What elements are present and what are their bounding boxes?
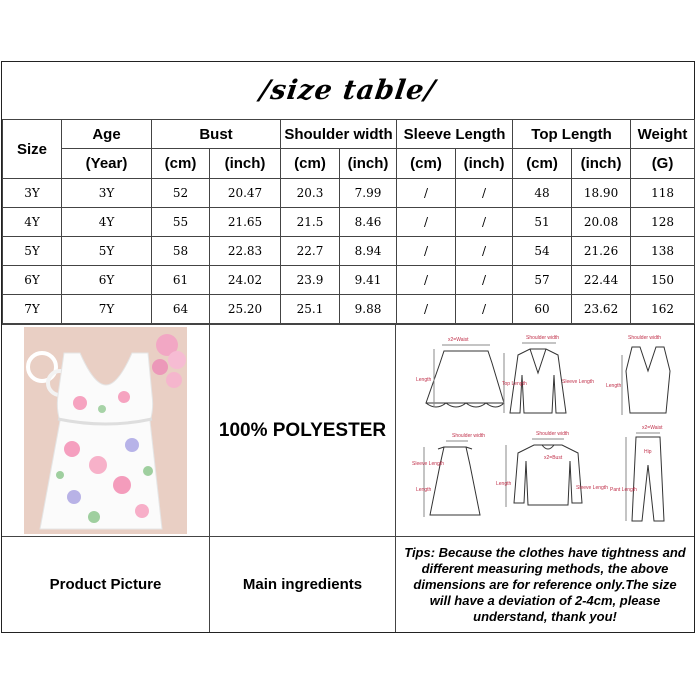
unit-g: (G) bbox=[631, 149, 695, 179]
measurement-diagrams bbox=[396, 324, 694, 536]
size-table bbox=[2, 119, 695, 324]
table-cell: / bbox=[456, 208, 513, 237]
diagram-length-label: Length bbox=[416, 377, 432, 383]
tips-text: Tips: Because the clothes have tightness and different measuring methods, the above dimensions are for reference only.The size will have a deviation of 2-4cm, please understand, thank you! bbox=[404, 544, 686, 624]
table-cell: 5Y bbox=[3, 237, 62, 266]
table-cell: / bbox=[397, 179, 456, 208]
table-cell: 20.47 bbox=[210, 179, 281, 208]
unit-inch: (inch) bbox=[572, 149, 631, 179]
table-cell: 3Y bbox=[3, 179, 62, 208]
table-cell: 55 bbox=[152, 208, 210, 237]
table-cell: 23.9 bbox=[281, 266, 340, 295]
diagram-sleeve-length-label-3: Sleeve Length bbox=[576, 485, 608, 491]
table-cell: 54 bbox=[513, 237, 572, 266]
age-header: Age bbox=[62, 120, 152, 149]
unit-cm: (cm) bbox=[281, 149, 340, 179]
table-cell: 9.88 bbox=[340, 295, 397, 324]
diagram-waist-label-2: x2=Waist bbox=[642, 425, 663, 431]
header-row-1 bbox=[3, 120, 695, 149]
unit-cm: (cm) bbox=[513, 149, 572, 179]
table-cell: / bbox=[397, 208, 456, 237]
table-cell: 58 bbox=[152, 237, 210, 266]
table-cell: 8.94 bbox=[340, 237, 397, 266]
table-row bbox=[3, 208, 695, 237]
table-cell: 18.90 bbox=[572, 179, 631, 208]
table-cell: 7Y bbox=[62, 295, 152, 324]
table-cell: 52 bbox=[152, 179, 210, 208]
table-cell: 25.1 bbox=[281, 295, 340, 324]
table-cell: 21.26 bbox=[572, 237, 631, 266]
table-cell: 150 bbox=[631, 266, 695, 295]
diagram-pant-length-label: Pant Length bbox=[610, 487, 637, 493]
table-cell: 57 bbox=[513, 266, 572, 295]
diagram-sleeve-length-label: Sleeve Length bbox=[562, 379, 594, 385]
diagram-waist-label: x2=Waist bbox=[448, 337, 469, 343]
header-row-2 bbox=[3, 149, 695, 179]
table-cell: 118 bbox=[631, 179, 695, 208]
table-row bbox=[3, 237, 695, 266]
table-cell: 9.41 bbox=[340, 266, 397, 295]
product-picture-panel bbox=[2, 324, 210, 536]
material-panel bbox=[210, 324, 396, 536]
table-cell: / bbox=[456, 266, 513, 295]
tips-cell bbox=[396, 536, 694, 632]
diagram-shoulder-label-4: Shoulder width bbox=[536, 431, 570, 437]
main-ingredients-label: Main ingredients bbox=[242, 576, 363, 593]
table-cell: 20.08 bbox=[572, 208, 631, 237]
table-cell: / bbox=[397, 266, 456, 295]
diagram-top-length-label: Top Length bbox=[502, 381, 527, 387]
table-cell: 5Y bbox=[62, 237, 152, 266]
table-cell: / bbox=[456, 237, 513, 266]
table-cell: 6Y bbox=[62, 266, 152, 295]
table-cell: 4Y bbox=[62, 208, 152, 237]
table-cell: 21.65 bbox=[210, 208, 281, 237]
bottom-section bbox=[2, 324, 694, 632]
table-cell: / bbox=[456, 295, 513, 324]
unit-cm: (cm) bbox=[152, 149, 210, 179]
table-cell: / bbox=[397, 237, 456, 266]
measurement-guide-illustration bbox=[396, 325, 694, 536]
table-cell: 22.83 bbox=[210, 237, 281, 266]
table-cell: 8.46 bbox=[340, 208, 397, 237]
table-cell: 60 bbox=[513, 295, 572, 324]
shoulder-header: Shoulder width bbox=[281, 120, 397, 149]
diagram-bust-label: x2=Bust bbox=[544, 455, 563, 461]
product-photo bbox=[2, 325, 209, 536]
table-cell: 48 bbox=[513, 179, 572, 208]
table-cell: 6Y bbox=[3, 266, 62, 295]
page-title: /size table/ bbox=[258, 75, 438, 106]
table-cell: 128 bbox=[631, 208, 695, 237]
age-unit: (Year) bbox=[62, 149, 152, 179]
size-sheet bbox=[1, 61, 695, 633]
table-cell: / bbox=[397, 295, 456, 324]
table-cell: 7Y bbox=[3, 295, 62, 324]
table-cell: 22.44 bbox=[572, 266, 631, 295]
table-cell: / bbox=[456, 179, 513, 208]
table-row bbox=[3, 179, 695, 208]
unit-cm: (cm) bbox=[397, 149, 456, 179]
diagram-shoulder-label-3: Shoulder width bbox=[452, 433, 486, 439]
diagram-sleeve-length-label-2: Sleeve Length bbox=[412, 461, 444, 467]
unit-inch: (inch) bbox=[456, 149, 513, 179]
table-cell: 61 bbox=[152, 266, 210, 295]
size-header: Size bbox=[3, 120, 62, 179]
diagram-shoulder-label-2: Shoulder width bbox=[628, 335, 662, 341]
table-cell: 24.02 bbox=[210, 266, 281, 295]
title-row bbox=[2, 62, 694, 120]
product-picture-label: Product Picture bbox=[49, 576, 162, 593]
main-ingredients-label-cell bbox=[210, 536, 396, 632]
table-cell: 22.7 bbox=[281, 237, 340, 266]
diagram-length-label-4: Length bbox=[496, 481, 512, 487]
table-cell: 25.20 bbox=[210, 295, 281, 324]
table-cell: 21.5 bbox=[281, 208, 340, 237]
table-cell: 23.62 bbox=[572, 295, 631, 324]
table-cell: 64 bbox=[152, 295, 210, 324]
diagram-length-label-2: Length bbox=[606, 383, 622, 389]
material-text: 100% POLYESTER bbox=[218, 419, 387, 441]
table-cell: 4Y bbox=[3, 208, 62, 237]
unit-inch: (inch) bbox=[210, 149, 281, 179]
diagram-length-label-3: Length bbox=[416, 487, 432, 493]
product-picture-label-cell bbox=[2, 536, 210, 632]
top-length-header: Top Length bbox=[513, 120, 631, 149]
table-cell: 138 bbox=[631, 237, 695, 266]
table-cell: 162 bbox=[631, 295, 695, 324]
diagram-shoulder-label: Shoulder width bbox=[526, 335, 560, 341]
table-row bbox=[3, 266, 695, 295]
table-cell: 51 bbox=[513, 208, 572, 237]
weight-header: Weight bbox=[631, 120, 695, 149]
table-row bbox=[3, 295, 695, 324]
table-cell: 3Y bbox=[62, 179, 152, 208]
table-cell: 7.99 bbox=[340, 179, 397, 208]
diagram-hip-label: Hip bbox=[644, 449, 652, 455]
unit-inch: (inch) bbox=[340, 149, 397, 179]
bust-header: Bust bbox=[152, 120, 281, 149]
table-cell: 20.3 bbox=[281, 179, 340, 208]
sleeve-header: Sleeve Length bbox=[397, 120, 513, 149]
